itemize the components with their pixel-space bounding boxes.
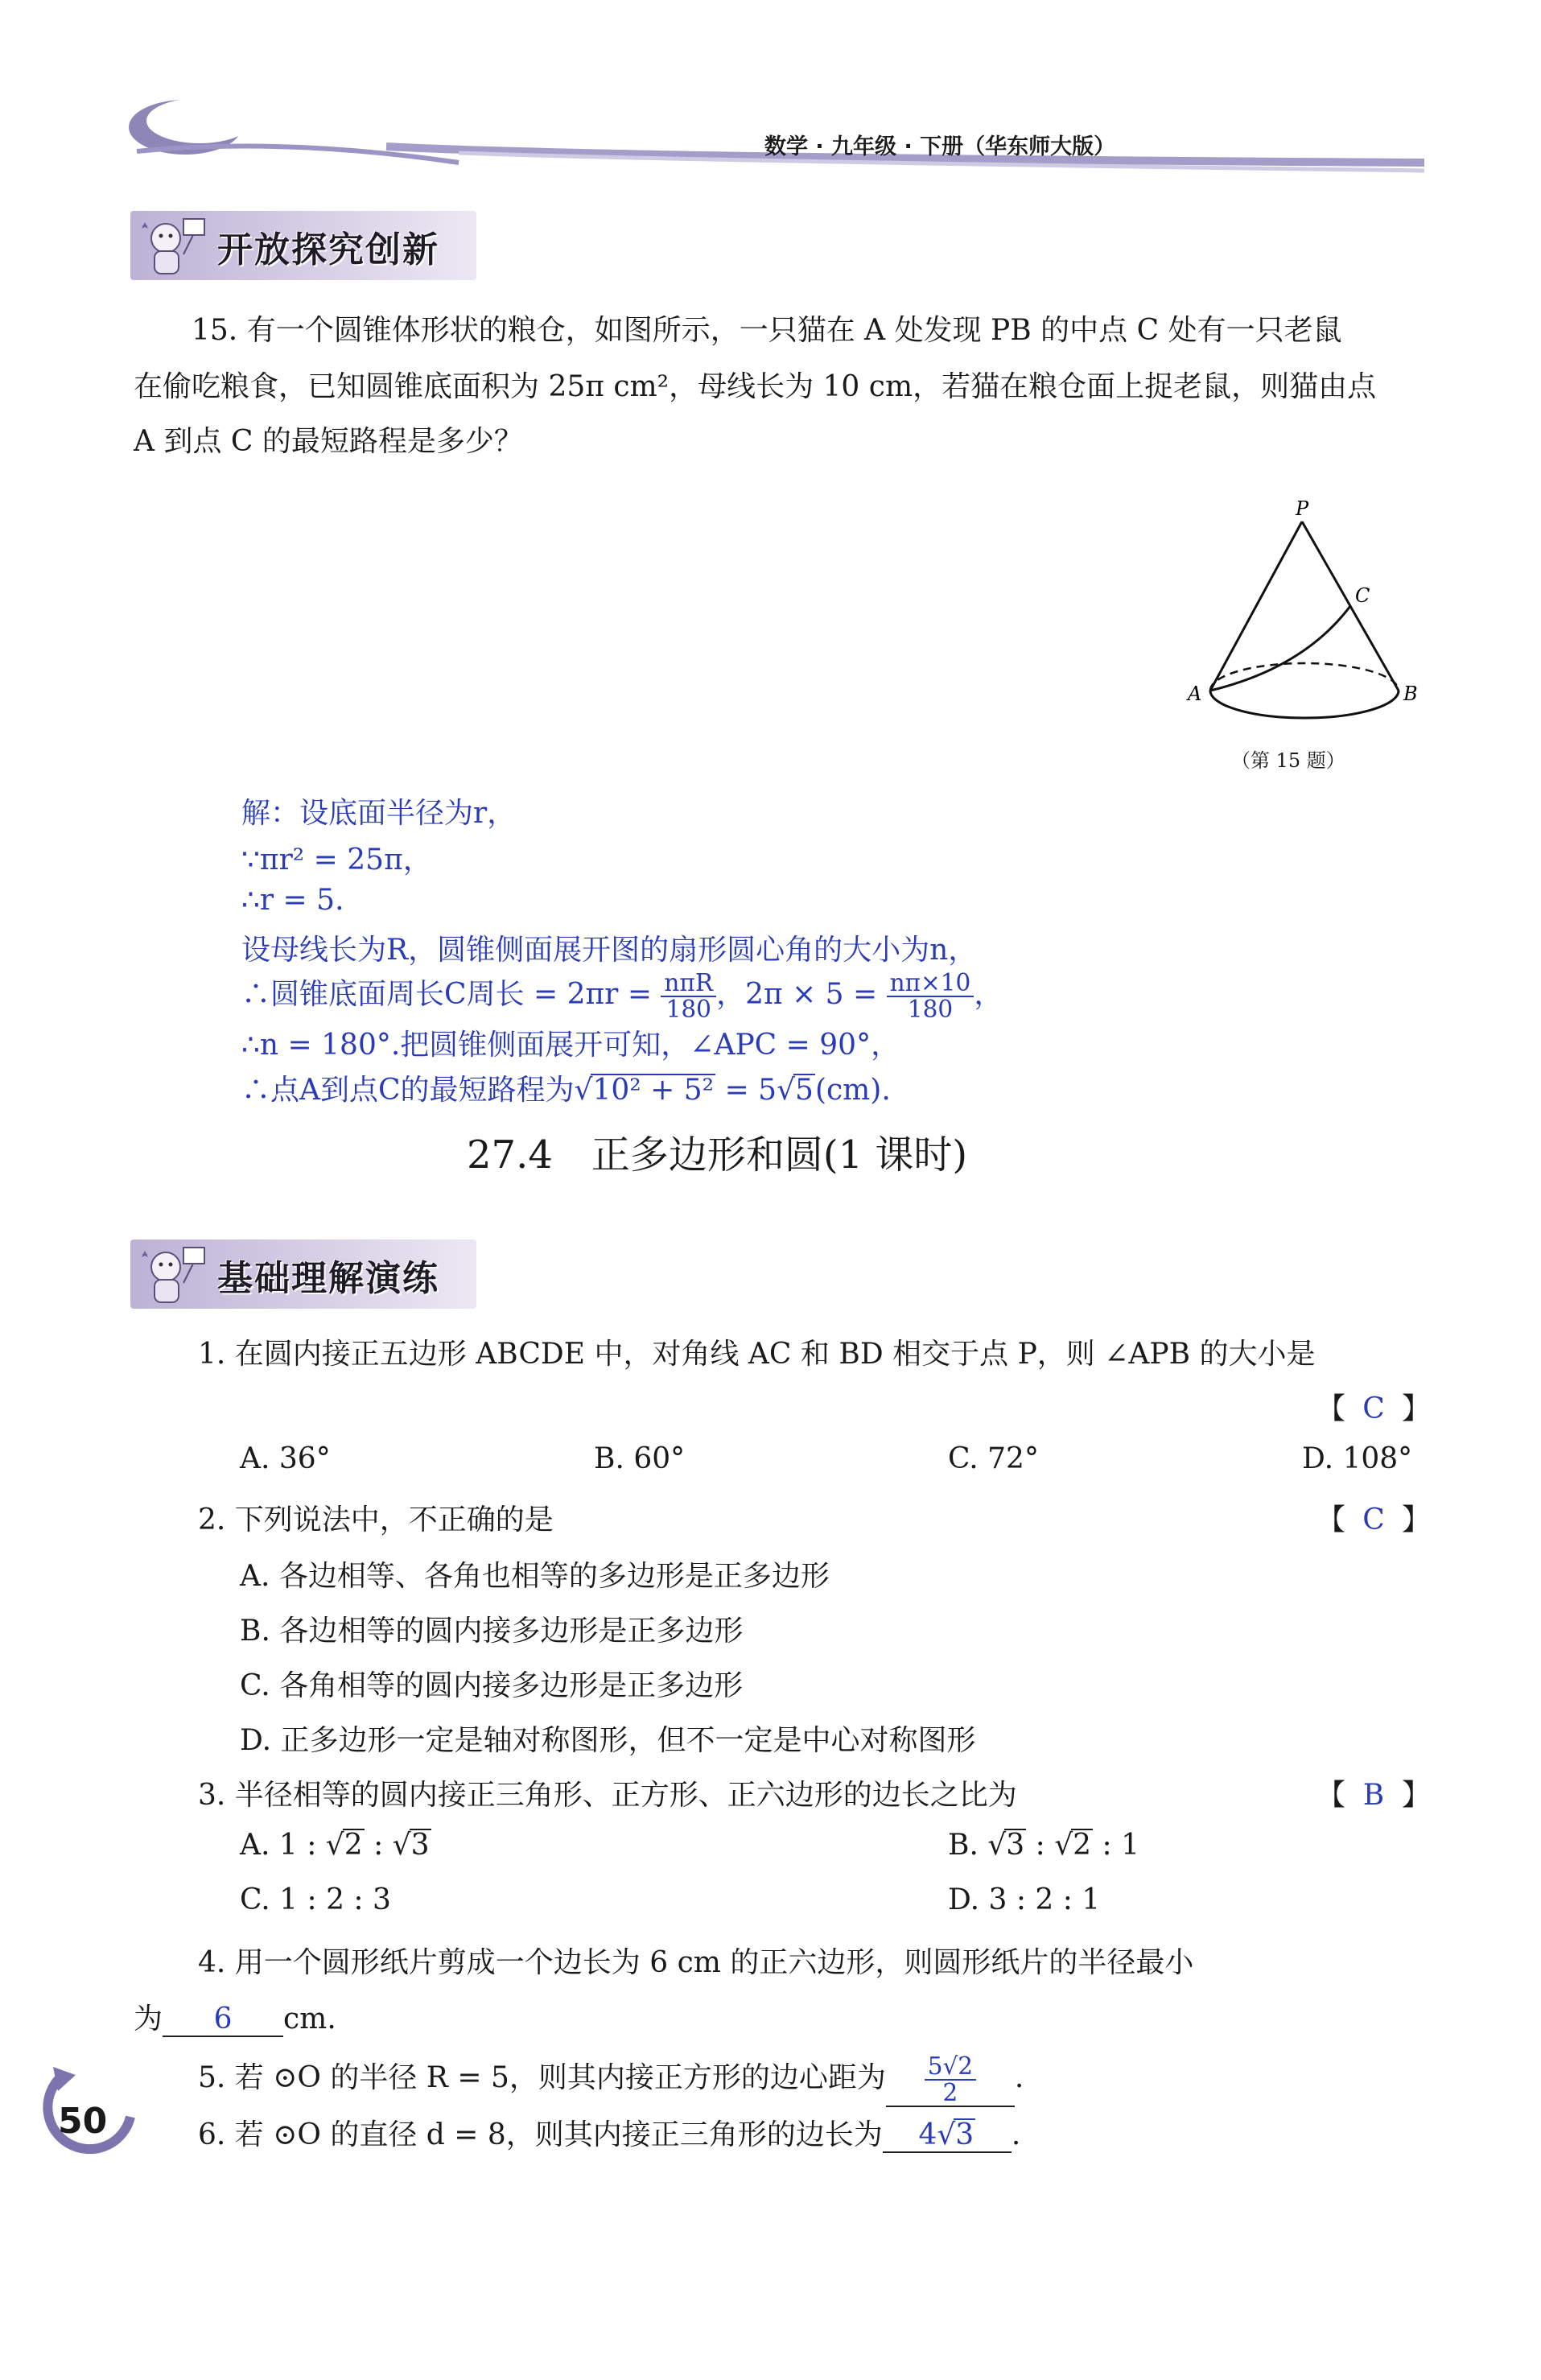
q5-answer-fraction: $\frac{5√2}{2}$ [925, 2054, 976, 2106]
q4-line2: 为 6 cm. [134, 2003, 336, 2036]
fraction-npi10-180: $\frac{n\pi\times 10}{180}$ [887, 971, 974, 1022]
q1-stem: 1. 在圆内接正五边形 ABCDE 中，对角线 AC 和 BD 相交于点 P，则 ∠APB 的大小是 [198, 1338, 1316, 1371]
q3-answer: B [1362, 1779, 1385, 1812]
solution-line2: ∵πr² = 25π， [241, 844, 432, 877]
q2-stem: 2. 下列说法中，不正确的是 [198, 1503, 554, 1536]
q4-answer-blank: 6 [163, 2003, 283, 2037]
solution-line7 [241, 1067, 891, 1108]
q1-option-c: C. 72° [948, 1442, 1039, 1475]
solution-line4: 设母线长为R，圆锥侧面展开图的扇形圆心角的大小为n， [241, 934, 978, 967]
section-banner-basic-practice [130, 1239, 476, 1309]
solution-line5-text-c: ， [974, 977, 1003, 1011]
solution-line5-text-b: ，2π × 5 = [716, 977, 887, 1011]
q5-line: 5. 若 ⊙O 的半径 R = 5，则其内接正方形的边心距为 $\frac{5√2}{2}$ . [198, 2052, 1024, 2106]
cone-label-p: P [1296, 499, 1309, 520]
q3-stem: 3. 半径相等的圆内接正三角形、正方形、正六边形的边长之比为 [198, 1779, 1017, 1812]
q3-answer-bracket: 【 B 】 [1316, 1779, 1432, 1812]
problem15-line2: 在偷吃粮食，已知圆锥底面积为 25π cm²，母线长为 10 cm，若猫在粮仓面上捉老鼠，则猫由点 [134, 370, 1377, 403]
q1-option-b: B. 60° [594, 1442, 686, 1475]
solution-line1: 解：设底面半径为r， [241, 797, 517, 830]
cone-label-b: B [1403, 683, 1418, 705]
problem15-line1: 15. 有一个圆锥体形状的粮仓，如图所示，一只猫在 A 处发现 PB 的中点 C 处有一只老鼠 [192, 314, 1342, 347]
solution-line6: ∴n = 180°.把圆锥侧面展开可知，∠APC = 90°， [241, 1029, 900, 1062]
q1-answer-bracket: 【 C 】 [1316, 1392, 1432, 1425]
q1-option-d: D. 108° [1302, 1442, 1413, 1475]
q2-option-b: B. 各边相等的圆内接多边形是正多边形 [240, 1615, 744, 1648]
section-banner-open-exploration [130, 211, 476, 280]
q3-option-b: B. √3 : √2 : 1 [948, 1829, 1139, 1862]
q1-option-a: A. 36° [240, 1442, 331, 1475]
solution-line3: ∴r = 5. [241, 884, 344, 917]
figure-caption: （第 15 题） [1231, 749, 1345, 772]
sqrt-radicand: 10² + 5² [592, 1074, 715, 1107]
q3-option-c: C. 1 : 2 : 3 [240, 1883, 391, 1916]
solution-line5-text-a: ∴圆锥底面周长C周长 = 2πr = [241, 977, 661, 1011]
header-title: 数学 · 九年级 · 下册（华东师大版） [764, 134, 1116, 159]
section-title: 27.4 正多边形和圆(1 课时) [467, 1132, 968, 1178]
sqrt-radicand-5: 5 [795, 1074, 814, 1107]
cone-label-c: C [1355, 584, 1370, 607]
q2-answer-bracket: 【 C 】 [1316, 1503, 1432, 1536]
problem15-line3: A 到点 C 的最短路程是多少？ [134, 425, 523, 458]
q3-option-a: A. 1 : √2 : √3 [240, 1829, 430, 1862]
q6-line: 6. 若 ⊙O 的直径 d = 8，则其内接正三角形的边长为 4√3 . [198, 2118, 1021, 2151]
solution-line7-text-b: = 5√ [715, 1074, 796, 1107]
solution-line7-text-c: (cm). [814, 1074, 891, 1107]
solution-line7-text-a: ∴点A到点C的最短路程为√ [241, 1074, 593, 1107]
q2-option-a: A. 各边相等、各角也相等的多边形是正多边形 [240, 1560, 830, 1593]
q6-answer-blank: 4√3 [883, 2118, 1012, 2153]
q2-answer: C [1362, 1503, 1385, 1536]
q1-answer: C [1362, 1392, 1385, 1425]
q5-answer-blank [886, 2054, 1015, 2107]
page-number: 50 [58, 2101, 108, 2142]
cone-label-a: A [1188, 683, 1202, 705]
fraction-npiR-180: $\frac{\text{nπR}}{180}$ [661, 971, 716, 1022]
section-title-open-exploration: 开放探究创新 [217, 229, 439, 270]
q2-option-c: C. 各角相等的圆内接多边形是正多边形 [240, 1669, 744, 1702]
q4-line1: 4. 用一个圆形纸片剪成一个边长为 6 cm 的正六边形，则圆形纸片的半径最小 [198, 1946, 1194, 1979]
cone-figure [1183, 499, 1440, 724]
section-title-basic-practice: 基础理解演练 [217, 1258, 439, 1299]
q3-option-d: D. 3 : 2 : 1 [948, 1883, 1101, 1916]
mascot-icon [135, 214, 212, 277]
solution-line5 [241, 971, 1003, 1022]
q2-option-d: D. 正多边形一定是轴对称图形，但不一定是中心对称图形 [240, 1724, 976, 1757]
mascot-icon [135, 1243, 212, 1305]
